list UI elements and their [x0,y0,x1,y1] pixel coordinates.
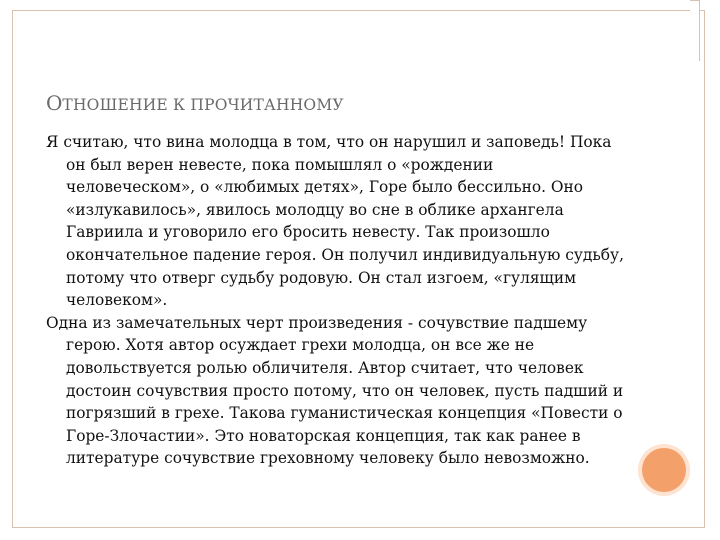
slide-title-initial: О [46,91,63,115]
slide-title [46,80,344,118]
slide-body [46,131,626,470]
paragraph-2: Одна из замечательных черт произведения - сочувствие падшему герою. Хотя автор осуждает грехи молодца, он все же не довольствуется ролью обличителя. Автор считает, что человек достоин сочувствия просто потому, что он человек, пусть падший и погрязший в грехе. Такова гуманистическая концепция «Повести о Горе-Злочастии». Это новаторская концепция, так как ранее в литературе сочувствие греховному человеку было невозможно. [46,313,624,468]
slide-corner-decoration [690,0,700,61]
paragraph-1: Я считаю, что вина молодца в том, что он нарушил и заповедь! Пока он был верен невесте, пока помышлял о «рождении человеческом», о «любимых детях», Горе было бессильно. Оно «излукавилось», явилось молодцу во сне в облике архангела Гавриила и уговорило его бросить невесту. Так произошло окончательное падение героя. Он получил индивидуальную судьбу, потому что отверг судьбу родовую. Он стал изгоем, «гулящим человеком». [46,133,624,310]
decorative-circle [642,448,686,492]
slide-title-rest: ТНОШЕНИЕ К ПРОЧИТАННОМУ [62,96,344,114]
